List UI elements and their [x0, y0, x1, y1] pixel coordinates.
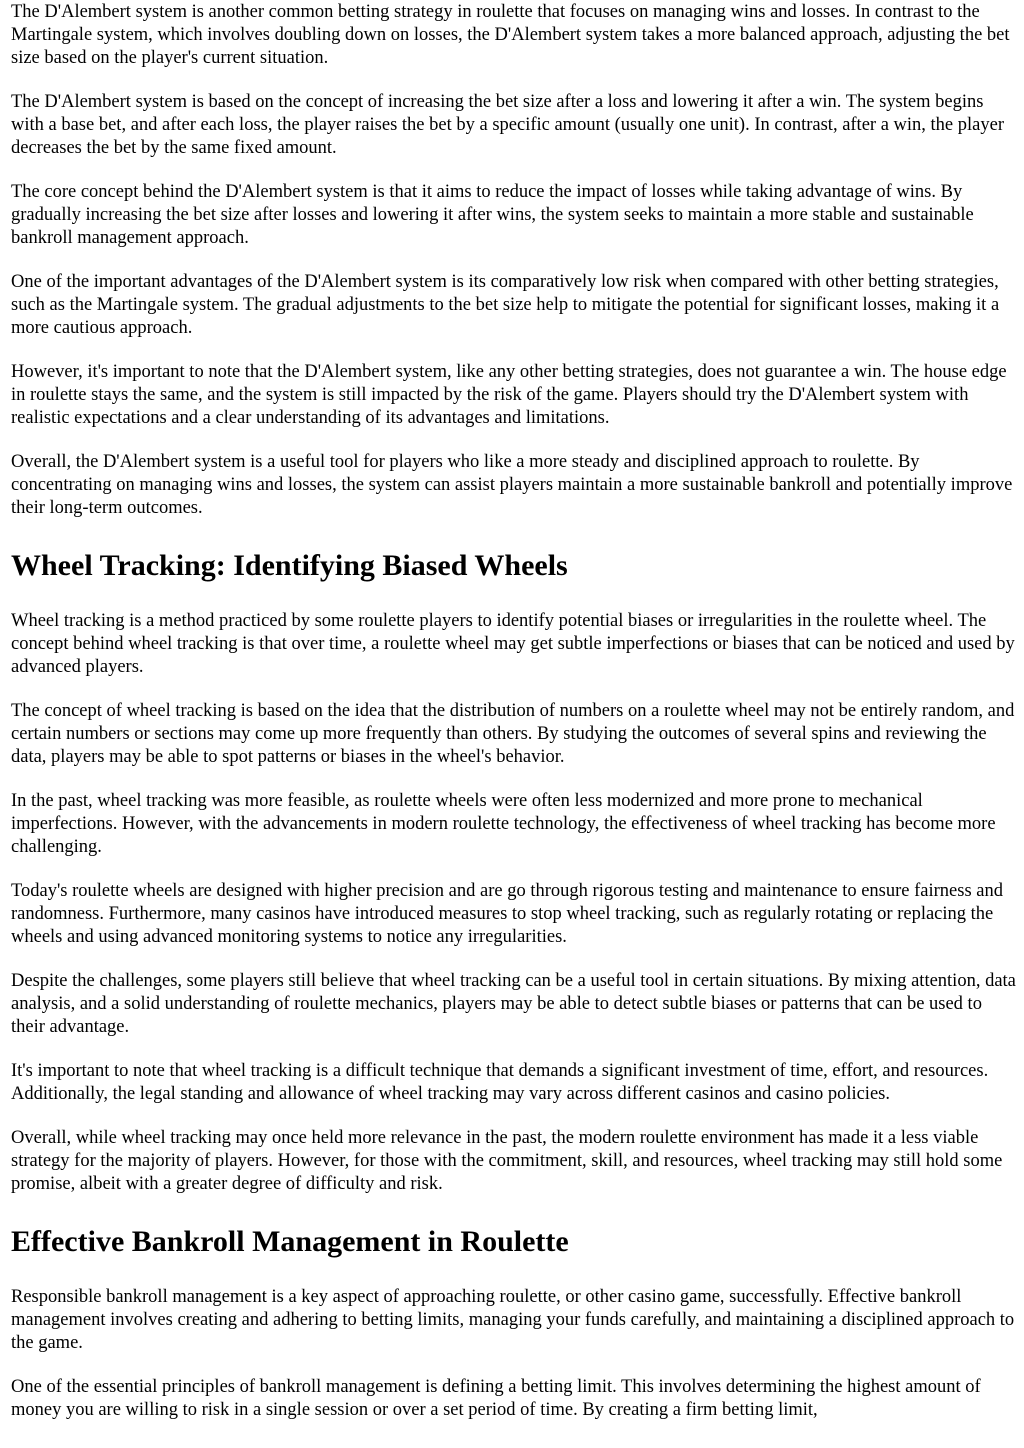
paragraph: Wheel tracking is a method practiced by some roulette players to identify potential biases or irregularities in the roulette wheel. The concept behind wheel tracking is that over time, a roulette wheel may get subtle imperfections or biases that can be noticed and used by advanced players. [11, 611, 1015, 677]
paragraph: The concept of wheel tracking is based on the idea that the distribution of numbers on a roulette wheel may not be entirely random, and certain numbers or sections may come up more frequently than others. By studying the outcomes of several spins and reviewing the data, players may be able to spot patterns or biases in the wheel's behavior. [11, 701, 1015, 767]
section-heading: Wheel Tracking: Identifying Biased Wheels [11, 549, 568, 582]
paragraph: The core concept behind the D'Alembert system is that it aims to reduce the impact of losses while taking advantage of wins. By gradually increasing the bet size after losses and lowering it after wins, the system seeks to maintain a more stable and sustainable bankroll management approach. [11, 182, 974, 248]
paragraph: In the past, wheel tracking was more feasible, as roulette wheels were often less modernized and more prone to mechanical imperfections. However, with the advancements in modern roulette technology, the effectiveness of wheel tracking has become more challenging. [11, 791, 996, 857]
paragraph: One of the essential principles of bankroll management is defining a betting limit. This involves determining the highest amount of money you are willing to risk in a single session or over a set period of time. By creating a firm betting limit, [11, 1377, 981, 1420]
paragraph: Today's roulette wheels are designed with higher precision and are go through rigorous testing and maintenance to ensure fairness and randomness. Furthermore, many casinos have introduced measures to stop wheel tracking, such as regularly rotating or replacing the wheels and using advanced monitoring systems to notice any irregularities. [11, 881, 1003, 947]
paragraph: The D'Alembert system is another common betting strategy in roulette that focuses on managing wins and losses. In contrast to the Martingale system, which involves doubling down on losses, the D'Alembert system takes a more balanced approach, adjusting the bet size based on the player's current situation. [11, 2, 1010, 68]
paragraph: Despite the challenges, some players still believe that wheel tracking can be a useful tool in certain situations. By mixing attention, data analysis, and a solid understanding of roulette mechanics, players may be able to detect subtle biases or patterns that can be used to their advantage. [11, 971, 1016, 1037]
paragraph: Overall, the D'Alembert system is a useful tool for players who like a more steady and disciplined approach to roulette. By concentrating on managing wins and losses, the system can assist players maintain a more sustainable bankroll and potentially improve their long-term outcomes. [11, 452, 1013, 518]
paragraph: Responsible bankroll management is a key aspect of approaching roulette, or other casino game, successfully. Effective bankroll management involves creating and adhering to betting limits, managing your funds carefully, and maintaining a disciplined approach to the game. [11, 1287, 1015, 1353]
paragraph: One of the important advantages of the D'Alembert system is its comparatively low risk when compared with other betting strategies, such as the Martingale system. The gradual adjustments to the bet size help to mitigate the potential for significant losses, making it a more cautious approach. [11, 272, 1000, 338]
section-wheel-tracking [11, 548, 1017, 1196]
section-bankroll-management [11, 1224, 1017, 1422]
section-dalembert [11, 1, 1017, 520]
paragraph: However, it's important to note that the D'Alembert system, like any other betting strategies, does not guarantee a win. The house edge in roulette stays the same, and the system is still impacted by the risk of the game. Players should try the D'Alembert system with realistic expectations and a clear understanding of its advantages and limitations. [11, 362, 1007, 428]
paragraph: The D'Alembert system is based on the concept of increasing the bet size after a loss and lowering it after a win. The system begins with a base bet, and after each loss, the player raises the bet by a specific amount (usually one unit). In contrast, after a win, the player decreases the bet by the same fixed amount. [11, 92, 1004, 158]
paragraph: It's important to note that wheel tracking is a difficult technique that demands a significant investment of time, effort, and resources. Additionally, the legal standing and allowance of wheel tracking may vary across different casinos and casino policies. [11, 1061, 989, 1104]
section-heading: Effective Bankroll Management in Roulette [11, 1225, 569, 1258]
paragraph: Overall, while wheel tracking may once held more relevance in the past, the modern roulette environment has made it a less viable strategy for the majority of players. However, for those with the commitment, skill, and resources, wheel tracking may still hold some promise, albeit with a greater degree of difficulty and risk. [11, 1128, 1003, 1194]
article [11, 0, 1017, 1443]
